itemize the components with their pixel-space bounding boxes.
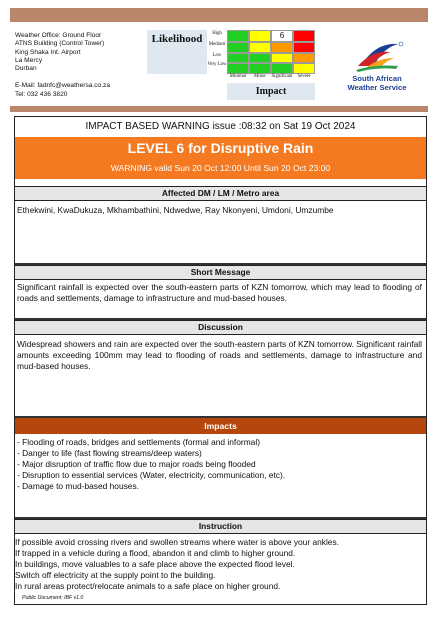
discussion-text: Widespread showers and rain are expected over the south-eastern parts of KZN tomorrow. Significant rainfall amounts exceeding 100mm may lead to flooding of roads and settlements, damage to infrastructure and mud-based houses. (17, 339, 422, 371)
impact-item: - Damage to mud-based houses. (17, 481, 139, 491)
office-line: King Shaka Int. Airport (15, 48, 81, 56)
likelihood-level-low: Low (212, 53, 222, 58)
impacts-heading: Impacts (15, 418, 426, 434)
top-header-bar (10, 8, 428, 22)
logo-line: South African (352, 74, 402, 83)
matrix-cell (249, 42, 271, 53)
matrix-cell (271, 53, 293, 64)
impact-label: Impact (227, 83, 315, 100)
warning-level-banner (15, 137, 426, 179)
likelihood-level-medium: Medium (208, 42, 226, 47)
matrix-cell (271, 42, 293, 53)
matrix-cell-highlight: 6 (271, 30, 293, 42)
public-document-note: Public Document: IBF v1.0 (22, 595, 84, 601)
matrix-cell (293, 63, 315, 74)
discussion-heading: Discussion (15, 320, 426, 335)
saws-logo (332, 36, 422, 96)
matrix-cell (293, 30, 315, 42)
matrix-cell (249, 30, 271, 42)
instruction-heading: Instruction (15, 519, 426, 534)
risk-matrix (147, 30, 315, 102)
short-message-heading: Short Message (15, 265, 426, 280)
office-line: La Mercy (15, 56, 43, 64)
impact-level-severe: Severe (297, 74, 311, 79)
likelihood-level-high: High (212, 31, 222, 36)
impact-axis (227, 74, 315, 79)
impact-level-minor: Minor (254, 74, 266, 79)
office-email: E-Mail: fadnfc@weathersa.co.za (15, 82, 111, 90)
logo-line: Weather Service (347, 83, 407, 92)
impact-level-minimal: Minimal (229, 74, 247, 79)
office-line: Durban (15, 65, 37, 73)
impact-item: - Danger to life (fast flowing streams/deep waters) (17, 448, 202, 458)
risk-matrix-grid (227, 30, 315, 74)
instruction-list (15, 537, 426, 592)
warning-level-title: LEVEL 6 for Disruptive Rain (127, 140, 314, 156)
matrix-cell (249, 53, 271, 64)
matrix-cell (227, 42, 249, 53)
office-phone: Tel: 032 436 3820 (15, 90, 68, 98)
instruction-item: In buildings, move valuables to a safe place above the expected flood level. (15, 559, 295, 569)
impact-item: - Flooding of roads, bridges and settlements (formal and informal) (17, 437, 260, 447)
instruction-item: If trapped in a vehicle during a flood, abandon it and climb to higher ground. (15, 548, 296, 558)
matrix-cell (249, 63, 271, 74)
instruction-item: In rural areas protect/relocate animals to a safe place on higher ground. (15, 581, 281, 591)
saws-emblem-icon (332, 36, 422, 76)
matrix-cell (227, 63, 249, 74)
instruction-item: Switch off electricity at the supply point to the building. (15, 570, 216, 580)
matrix-cell (227, 30, 249, 42)
saws-logo-text (332, 74, 422, 92)
impact-level-significant: Significant (271, 74, 293, 79)
header-divider-bar (10, 106, 428, 112)
issue-line: IMPACT BASED WARNING issue :08:32 on Sat 19 Oct 2024 (85, 121, 356, 132)
affected-area-text: Ethekwini, KwaDukuza, Mkhambathini, Ndwedwe, Ray Nkonyeni, Umdoni, Umzumbe (17, 205, 334, 215)
likelihood-level-very-low: Very Low (207, 62, 227, 67)
impact-item: - Major disruption of traffic flow due to major roads being flooded (17, 459, 256, 469)
impacts-list (17, 437, 422, 492)
matrix-cell (227, 53, 249, 64)
short-message-text: Significant rainfall is expected over the south-eastern parts of KZN tomorrow, which may lead to flooding of roads and settlements, damage to infrastructure and mud-based houses. (17, 282, 422, 303)
matrix-cell (293, 42, 315, 53)
impact-item: - Disruption to essential services (Water, electricity, communication, etc). (17, 470, 286, 480)
likelihood-label: Likelihood (147, 30, 207, 74)
affected-area-heading: Affected DM / LM / Metro area (15, 186, 426, 201)
office-contact-block (15, 32, 110, 99)
matrix-cell (293, 53, 315, 64)
warning-validity: WARNING valid Sun 20 Oct 12:00 Until Sun 20 Oct 23:00 (110, 163, 331, 173)
instruction-item: If possible avoid crossing rivers and swollen streams where water is above your ankles. (15, 537, 339, 547)
office-line: ATNS Building (Control Tower) (15, 40, 105, 48)
matrix-cell (271, 63, 293, 74)
warning-panel (14, 116, 427, 605)
office-line: Weather Office: Ground Floor (15, 32, 102, 39)
